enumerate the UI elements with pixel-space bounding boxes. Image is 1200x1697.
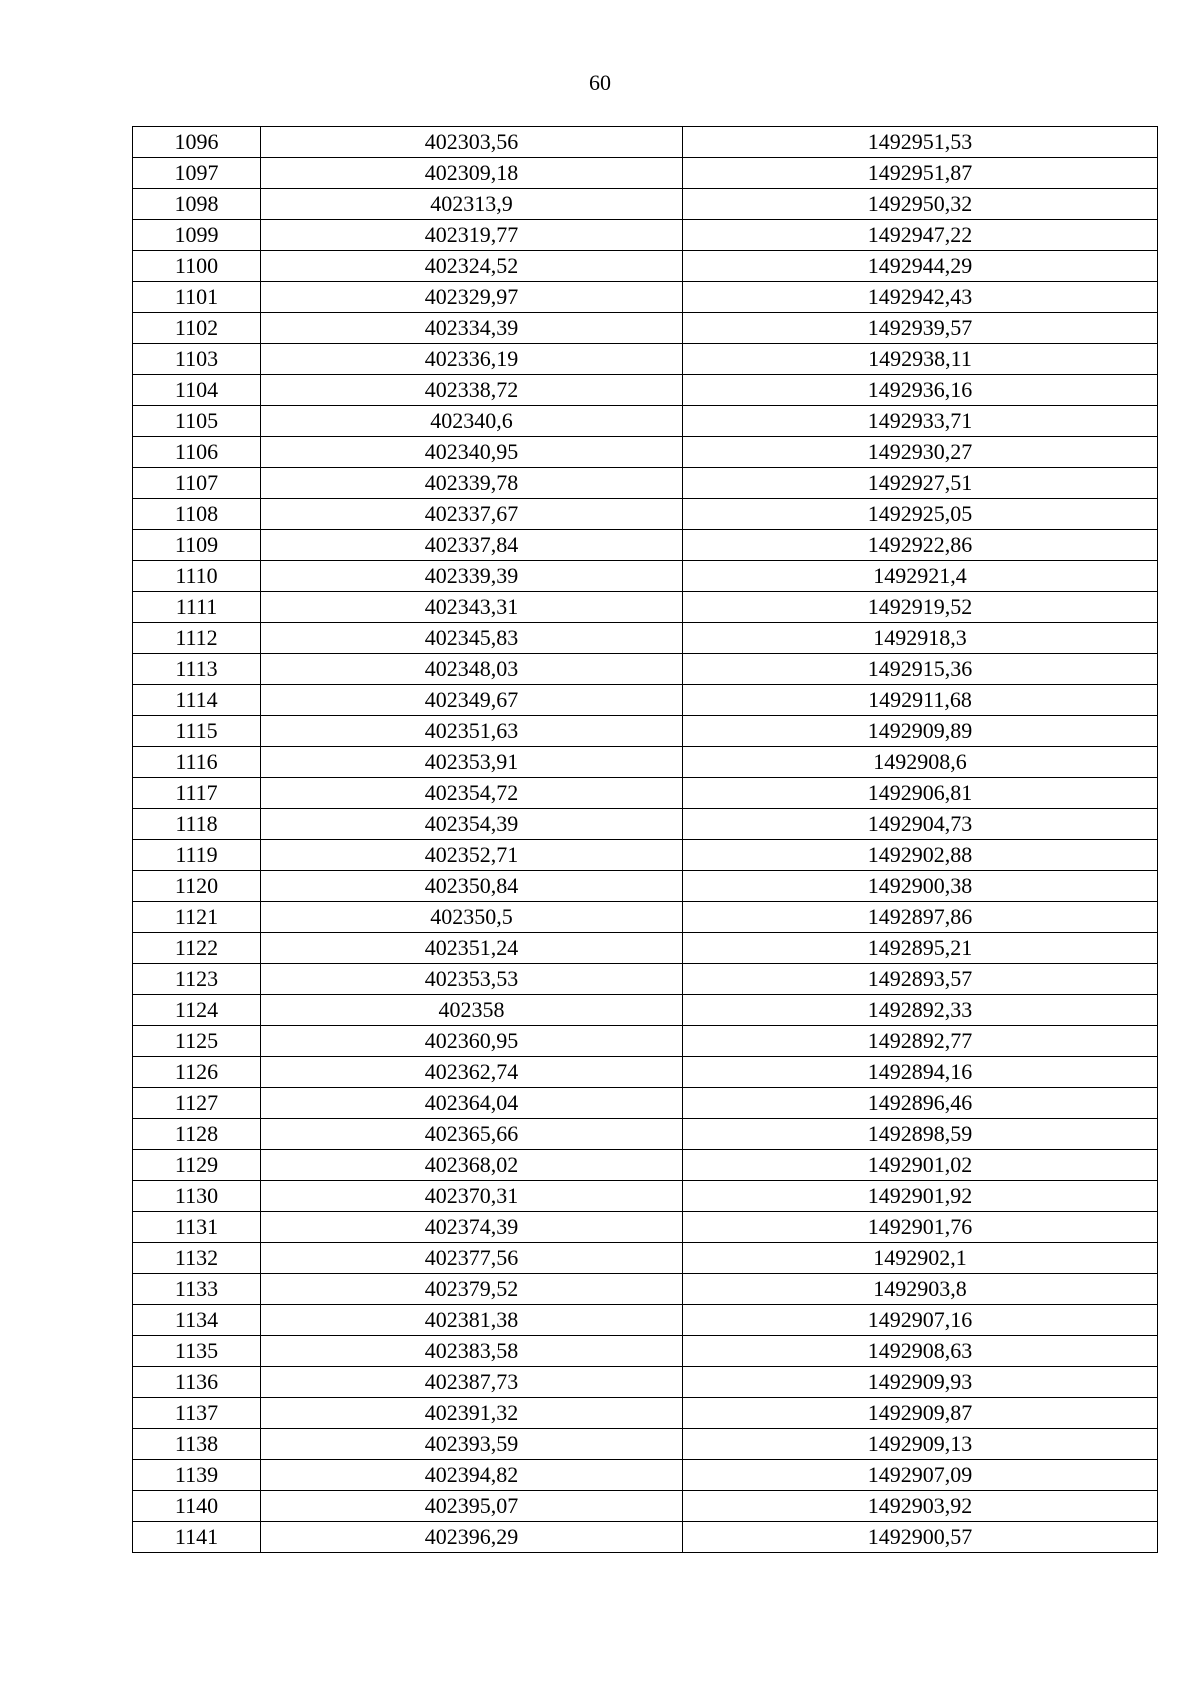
y-coordinate-cell: 1492936,16 xyxy=(683,375,1158,406)
x-coordinate-cell: 402353,53 xyxy=(261,964,683,995)
y-coordinate-cell: 1492939,57 xyxy=(683,313,1158,344)
x-coordinate-cell: 402350,84 xyxy=(261,871,683,902)
y-coordinate-cell: 1492950,32 xyxy=(683,189,1158,220)
y-coordinate-cell: 1492896,46 xyxy=(683,1088,1158,1119)
table-row xyxy=(133,1274,1158,1305)
table-row xyxy=(133,344,1158,375)
y-coordinate-cell: 1492894,16 xyxy=(683,1057,1158,1088)
y-coordinate-cell: 1492900,38 xyxy=(683,871,1158,902)
x-coordinate-cell: 402338,72 xyxy=(261,375,683,406)
x-coordinate-cell: 402350,5 xyxy=(261,902,683,933)
x-coordinate-cell: 402351,63 xyxy=(261,716,683,747)
y-coordinate-cell: 1492951,87 xyxy=(683,158,1158,189)
y-coordinate-cell: 1492944,29 xyxy=(683,251,1158,282)
y-coordinate-cell: 1492930,27 xyxy=(683,437,1158,468)
coordinates-table xyxy=(132,126,1158,1553)
y-coordinate-cell: 1492892,33 xyxy=(683,995,1158,1026)
point-number-cell: 1120 xyxy=(133,871,261,902)
point-number-cell: 1096 xyxy=(133,127,261,158)
table-row xyxy=(133,995,1158,1026)
point-number-cell: 1115 xyxy=(133,716,261,747)
y-coordinate-cell: 1492893,57 xyxy=(683,964,1158,995)
y-coordinate-cell: 1492907,09 xyxy=(683,1460,1158,1491)
point-number-cell: 1130 xyxy=(133,1181,261,1212)
table-row xyxy=(133,592,1158,623)
point-number-cell: 1122 xyxy=(133,933,261,964)
page-number: 60 xyxy=(589,70,611,95)
point-number-cell: 1131 xyxy=(133,1212,261,1243)
table-row xyxy=(133,840,1158,871)
table-row xyxy=(133,871,1158,902)
x-coordinate-cell: 402340,6 xyxy=(261,406,683,437)
x-coordinate-cell: 402324,52 xyxy=(261,251,683,282)
table-row xyxy=(133,220,1158,251)
point-number-cell: 1118 xyxy=(133,809,261,840)
table-row xyxy=(133,1181,1158,1212)
x-coordinate-cell: 402393,59 xyxy=(261,1429,683,1460)
y-coordinate-cell: 1492919,52 xyxy=(683,592,1158,623)
table-row xyxy=(133,1429,1158,1460)
point-number-cell: 1141 xyxy=(133,1522,261,1553)
y-coordinate-cell: 1492911,68 xyxy=(683,685,1158,716)
x-coordinate-cell: 402379,52 xyxy=(261,1274,683,1305)
point-number-cell: 1132 xyxy=(133,1243,261,1274)
point-number-cell: 1106 xyxy=(133,437,261,468)
table-row xyxy=(133,313,1158,344)
y-coordinate-cell: 1492902,1 xyxy=(683,1243,1158,1274)
point-number-cell: 1117 xyxy=(133,778,261,809)
x-coordinate-cell: 402391,32 xyxy=(261,1398,683,1429)
y-coordinate-cell: 1492903,8 xyxy=(683,1274,1158,1305)
y-coordinate-cell: 1492908,6 xyxy=(683,747,1158,778)
point-number-cell: 1116 xyxy=(133,747,261,778)
table-row xyxy=(133,1305,1158,1336)
x-coordinate-cell: 402354,72 xyxy=(261,778,683,809)
x-coordinate-cell: 402368,02 xyxy=(261,1150,683,1181)
table-row xyxy=(133,561,1158,592)
point-number-cell: 1135 xyxy=(133,1336,261,1367)
y-coordinate-cell: 1492909,89 xyxy=(683,716,1158,747)
point-number-cell: 1128 xyxy=(133,1119,261,1150)
x-coordinate-cell: 402360,95 xyxy=(261,1026,683,1057)
point-number-cell: 1123 xyxy=(133,964,261,995)
point-number-cell: 1109 xyxy=(133,530,261,561)
y-coordinate-cell: 1492906,81 xyxy=(683,778,1158,809)
table-row xyxy=(133,747,1158,778)
point-number-cell: 1107 xyxy=(133,468,261,499)
point-number-cell: 1100 xyxy=(133,251,261,282)
table-row xyxy=(133,778,1158,809)
x-coordinate-cell: 402383,58 xyxy=(261,1336,683,1367)
y-coordinate-cell: 1492933,71 xyxy=(683,406,1158,437)
point-number-cell: 1103 xyxy=(133,344,261,375)
table-row xyxy=(133,406,1158,437)
y-coordinate-cell: 1492897,86 xyxy=(683,902,1158,933)
point-number-cell: 1104 xyxy=(133,375,261,406)
y-coordinate-cell: 1492901,92 xyxy=(683,1181,1158,1212)
x-coordinate-cell: 402349,67 xyxy=(261,685,683,716)
table-row xyxy=(133,1212,1158,1243)
x-coordinate-cell: 402334,39 xyxy=(261,313,683,344)
point-number-cell: 1099 xyxy=(133,220,261,251)
y-coordinate-cell: 1492908,63 xyxy=(683,1336,1158,1367)
point-number-cell: 1108 xyxy=(133,499,261,530)
y-coordinate-cell: 1492909,87 xyxy=(683,1398,1158,1429)
y-coordinate-cell: 1492900,57 xyxy=(683,1522,1158,1553)
point-number-cell: 1124 xyxy=(133,995,261,1026)
y-coordinate-cell: 1492909,13 xyxy=(683,1429,1158,1460)
x-coordinate-cell: 402339,39 xyxy=(261,561,683,592)
table-row xyxy=(133,189,1158,220)
point-number-cell: 1134 xyxy=(133,1305,261,1336)
point-number-cell: 1110 xyxy=(133,561,261,592)
table-row xyxy=(133,809,1158,840)
table-row xyxy=(133,282,1158,313)
table-row xyxy=(133,654,1158,685)
x-coordinate-cell: 402329,97 xyxy=(261,282,683,313)
x-coordinate-cell: 402353,91 xyxy=(261,747,683,778)
table-row xyxy=(133,1367,1158,1398)
x-coordinate-cell: 402339,78 xyxy=(261,468,683,499)
table-row xyxy=(133,468,1158,499)
x-coordinate-cell: 402354,39 xyxy=(261,809,683,840)
table-row xyxy=(133,933,1158,964)
x-coordinate-cell: 402351,24 xyxy=(261,933,683,964)
table-row xyxy=(133,437,1158,468)
x-coordinate-cell: 402377,56 xyxy=(261,1243,683,1274)
table-row xyxy=(133,623,1158,654)
x-coordinate-cell: 402345,83 xyxy=(261,623,683,654)
x-coordinate-cell: 402358 xyxy=(261,995,683,1026)
table-row xyxy=(133,1119,1158,1150)
y-coordinate-cell: 1492922,86 xyxy=(683,530,1158,561)
point-number-cell: 1137 xyxy=(133,1398,261,1429)
table-row xyxy=(133,902,1158,933)
x-coordinate-cell: 402396,29 xyxy=(261,1522,683,1553)
y-coordinate-cell: 1492915,36 xyxy=(683,654,1158,685)
x-coordinate-cell: 402309,18 xyxy=(261,158,683,189)
point-number-cell: 1112 xyxy=(133,623,261,654)
x-coordinate-cell: 402362,74 xyxy=(261,1057,683,1088)
point-number-cell: 1097 xyxy=(133,158,261,189)
y-coordinate-cell: 1492902,88 xyxy=(683,840,1158,871)
y-coordinate-cell: 1492921,4 xyxy=(683,561,1158,592)
point-number-cell: 1127 xyxy=(133,1088,261,1119)
table-row xyxy=(133,499,1158,530)
y-coordinate-cell: 1492901,02 xyxy=(683,1150,1158,1181)
table-row xyxy=(133,251,1158,282)
table-row xyxy=(133,1491,1158,1522)
table-row xyxy=(133,1026,1158,1057)
point-number-cell: 1101 xyxy=(133,282,261,313)
coordinates-table-body xyxy=(133,127,1158,1553)
x-coordinate-cell: 402364,04 xyxy=(261,1088,683,1119)
point-number-cell: 1111 xyxy=(133,592,261,623)
x-coordinate-cell: 402343,31 xyxy=(261,592,683,623)
y-coordinate-cell: 1492925,05 xyxy=(683,499,1158,530)
y-coordinate-cell: 1492927,51 xyxy=(683,468,1158,499)
x-coordinate-cell: 402370,31 xyxy=(261,1181,683,1212)
x-coordinate-cell: 402319,77 xyxy=(261,220,683,251)
x-coordinate-cell: 402374,39 xyxy=(261,1212,683,1243)
y-coordinate-cell: 1492903,92 xyxy=(683,1491,1158,1522)
table-row xyxy=(133,685,1158,716)
x-coordinate-cell: 402336,19 xyxy=(261,344,683,375)
x-coordinate-cell: 402394,82 xyxy=(261,1460,683,1491)
table-row xyxy=(133,375,1158,406)
y-coordinate-cell: 1492909,93 xyxy=(683,1367,1158,1398)
y-coordinate-cell: 1492918,3 xyxy=(683,623,1158,654)
x-coordinate-cell: 402387,73 xyxy=(261,1367,683,1398)
y-coordinate-cell: 1492892,77 xyxy=(683,1026,1158,1057)
x-coordinate-cell: 402313,9 xyxy=(261,189,683,220)
table-row xyxy=(133,1150,1158,1181)
table-row xyxy=(133,1088,1158,1119)
y-coordinate-cell: 1492901,76 xyxy=(683,1212,1158,1243)
table-row xyxy=(133,964,1158,995)
point-number-cell: 1105 xyxy=(133,406,261,437)
y-coordinate-cell: 1492942,43 xyxy=(683,282,1158,313)
x-coordinate-cell: 402381,38 xyxy=(261,1305,683,1336)
point-number-cell: 1098 xyxy=(133,189,261,220)
x-coordinate-cell: 402352,71 xyxy=(261,840,683,871)
table-row xyxy=(133,1398,1158,1429)
x-coordinate-cell: 402340,95 xyxy=(261,437,683,468)
point-number-cell: 1114 xyxy=(133,685,261,716)
table-row xyxy=(133,1243,1158,1274)
y-coordinate-cell: 1492895,21 xyxy=(683,933,1158,964)
y-coordinate-cell: 1492947,22 xyxy=(683,220,1158,251)
table-row xyxy=(133,1522,1158,1553)
point-number-cell: 1119 xyxy=(133,840,261,871)
table-row xyxy=(133,127,1158,158)
table-row xyxy=(133,530,1158,561)
x-coordinate-cell: 402348,03 xyxy=(261,654,683,685)
x-coordinate-cell: 402303,56 xyxy=(261,127,683,158)
table-row xyxy=(133,1336,1158,1367)
point-number-cell: 1138 xyxy=(133,1429,261,1460)
x-coordinate-cell: 402337,84 xyxy=(261,530,683,561)
x-coordinate-cell: 402395,07 xyxy=(261,1491,683,1522)
y-coordinate-cell: 1492938,11 xyxy=(683,344,1158,375)
y-coordinate-cell: 1492898,59 xyxy=(683,1119,1158,1150)
point-number-cell: 1113 xyxy=(133,654,261,685)
point-number-cell: 1136 xyxy=(133,1367,261,1398)
point-number-cell: 1140 xyxy=(133,1491,261,1522)
x-coordinate-cell: 402365,66 xyxy=(261,1119,683,1150)
point-number-cell: 1139 xyxy=(133,1460,261,1491)
y-coordinate-cell: 1492904,73 xyxy=(683,809,1158,840)
table-row xyxy=(133,1057,1158,1088)
y-coordinate-cell: 1492907,16 xyxy=(683,1305,1158,1336)
table-row xyxy=(133,158,1158,189)
table-row xyxy=(133,1460,1158,1491)
point-number-cell: 1133 xyxy=(133,1274,261,1305)
x-coordinate-cell: 402337,67 xyxy=(261,499,683,530)
point-number-cell: 1121 xyxy=(133,902,261,933)
y-coordinate-cell: 1492951,53 xyxy=(683,127,1158,158)
point-number-cell: 1125 xyxy=(133,1026,261,1057)
point-number-cell: 1102 xyxy=(133,313,261,344)
table-row xyxy=(133,716,1158,747)
point-number-cell: 1129 xyxy=(133,1150,261,1181)
point-number-cell: 1126 xyxy=(133,1057,261,1088)
